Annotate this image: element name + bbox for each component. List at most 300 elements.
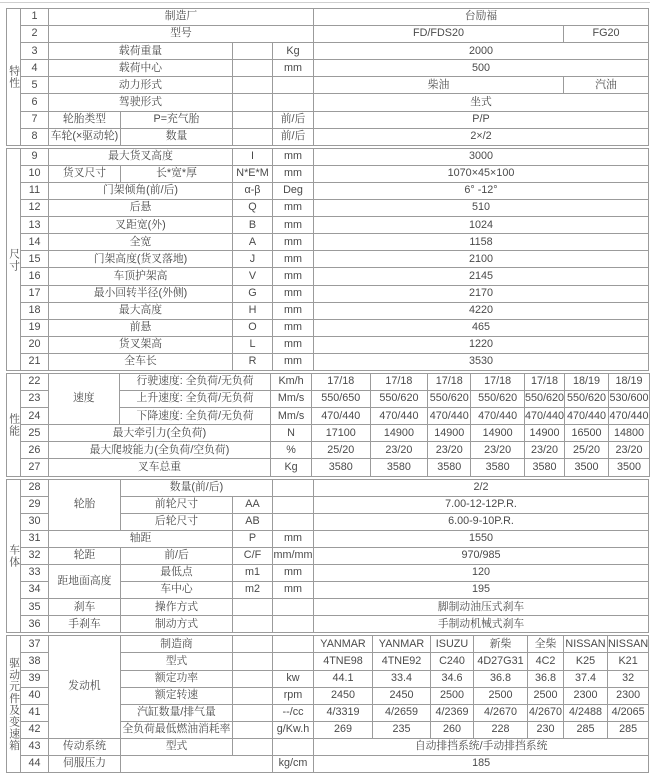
spec-cell: 动力形式 — [49, 77, 233, 94]
spec-cell: mm — [273, 165, 314, 182]
spec-cell: 距地面高度 — [49, 565, 121, 599]
spec-cell: 1158 — [314, 234, 649, 251]
spec-cell: 2×/2 — [314, 128, 649, 145]
spec-section-3 — [6, 373, 650, 477]
spec-cell: YANMAR — [373, 636, 431, 653]
table-row — [7, 165, 649, 182]
spec-cell: 轴距 — [49, 530, 233, 547]
spec-cell: 额定功率 — [121, 670, 233, 687]
row-number: 8 — [21, 128, 49, 145]
spec-cell: 2/2 — [314, 479, 649, 496]
table-row — [7, 353, 649, 370]
spec-cell: 470/440 — [524, 408, 564, 425]
spec-cell: 传动系统 — [49, 738, 121, 755]
spec-cell: 发动机 — [49, 636, 121, 739]
spec-cell: 4TNE98 — [314, 653, 373, 670]
spec-cell: 970/985 — [314, 547, 649, 564]
spec-cell: 120 — [314, 565, 649, 582]
spec-cell: 叉车总重 — [48, 459, 271, 476]
spec-cell: 4/2659 — [373, 704, 431, 721]
row-number: 37 — [21, 636, 49, 653]
spec-cell — [121, 756, 273, 773]
spec-cell: 285 — [564, 721, 608, 738]
spec-cell: 3530 — [314, 353, 649, 370]
table-row — [7, 94, 649, 111]
spec-cell: 36.8 — [528, 670, 564, 687]
spec-cell: 制动方式 — [121, 616, 233, 633]
spec-cell: K21 — [608, 653, 649, 670]
spec-cell: 3500 — [608, 459, 649, 476]
spec-cell: FD/FDS20 — [314, 26, 564, 43]
row-number: 34 — [21, 582, 49, 599]
table-row — [7, 547, 649, 564]
spec-cell: 510 — [314, 200, 649, 217]
spec-cell: 14900 — [428, 425, 471, 442]
spec-cell: 2500 — [528, 687, 564, 704]
spec-cell: 3000 — [314, 148, 649, 165]
spec-cell: 2450 — [373, 687, 431, 704]
spec-cell: 2100 — [314, 251, 649, 268]
row-number: 18 — [21, 302, 49, 319]
spec-cell: 汽油 — [564, 77, 649, 94]
spec-cell: 长*宽*厚 — [121, 165, 233, 182]
spec-cell: 4C2 — [528, 653, 564, 670]
row-number: 41 — [21, 704, 49, 721]
table-row — [7, 425, 650, 442]
row-number: 13 — [21, 217, 49, 234]
spec-cell: mm/mm — [273, 547, 314, 564]
spec-cell: 550/650 — [311, 391, 370, 408]
spec-cell: 2300 — [564, 687, 608, 704]
spec-cell: 车中心 — [121, 582, 233, 599]
spec-cell: 23/20 — [471, 442, 525, 459]
section-category-label: 特性 — [7, 9, 21, 146]
table-row — [7, 128, 649, 145]
spec-cell: mm — [273, 319, 314, 336]
spec-cell: --/cc — [273, 704, 314, 721]
spec-cell — [273, 77, 314, 94]
spec-cell: 3580 — [428, 459, 471, 476]
spec-cell: 额定转速 — [121, 687, 233, 704]
spec-cell — [273, 479, 314, 496]
row-number: 12 — [21, 200, 49, 217]
spec-cell: mm — [273, 285, 314, 302]
row-number: 43 — [21, 738, 49, 755]
table-row — [7, 26, 649, 43]
spec-cell: 轮胎类型 — [49, 111, 121, 128]
row-number: 21 — [21, 353, 49, 370]
spec-cell: 500 — [314, 60, 649, 77]
spec-cell: 坐式 — [314, 94, 649, 111]
spec-cell: 465 — [314, 319, 649, 336]
spec-cell: R — [233, 353, 273, 370]
spec-cell — [273, 653, 314, 670]
spec-cell: 载荷重量 — [49, 43, 233, 60]
spec-cell: 550/620 — [370, 391, 428, 408]
spec-cell: 4D27G31 — [474, 653, 528, 670]
spec-cell: 17/18 — [311, 373, 370, 390]
spec-cell: 4/2065 — [608, 704, 649, 721]
spec-cell: 2500 — [474, 687, 528, 704]
spec-cell: 230 — [528, 721, 564, 738]
row-number: 33 — [21, 565, 49, 582]
spec-cell: 550/620 — [565, 391, 609, 408]
spec-cell: 前/后 — [121, 547, 233, 564]
spec-cell: 23/20 — [608, 442, 649, 459]
spec-cell: 550/620 — [471, 391, 525, 408]
spec-cell: 25/20 — [311, 442, 370, 459]
spec-section-4 — [6, 479, 649, 634]
row-number: 35 — [21, 599, 49, 616]
spec-cell: 操作方式 — [121, 599, 233, 616]
spec-cell: G — [233, 285, 273, 302]
spec-cell: 185 — [314, 756, 649, 773]
spec-cell: 3580 — [311, 459, 370, 476]
row-number: 19 — [21, 319, 49, 336]
spec-cell: mm — [273, 582, 314, 599]
spec-cell: V — [233, 268, 273, 285]
spec-cell — [233, 616, 273, 633]
spec-cell: g/Kw.h — [273, 721, 314, 738]
spec-cell — [233, 111, 273, 128]
row-number: 1 — [21, 9, 49, 26]
spec-cell: I — [233, 148, 273, 165]
row-number: 32 — [21, 547, 49, 564]
spec-cell: 7.00-12-12P.R. — [314, 496, 649, 513]
spec-cell: 235 — [373, 721, 431, 738]
table-row — [7, 530, 649, 547]
section-category-label: 车体 — [7, 479, 21, 633]
table-row — [7, 182, 649, 199]
row-number: 4 — [21, 60, 49, 77]
table-row — [7, 200, 649, 217]
spec-cell — [273, 616, 314, 633]
section-category-label: 尺寸 — [7, 148, 21, 370]
spec-cell: 前/后 — [273, 111, 314, 128]
spec-cell — [273, 513, 314, 530]
spec-cell: Deg — [273, 182, 314, 199]
spec-cell: P=充气胎 — [121, 111, 233, 128]
table-row — [7, 268, 649, 285]
spec-cell — [233, 721, 273, 738]
spec-cell: 2145 — [314, 268, 649, 285]
spec-cell: 6° -12° — [314, 182, 649, 199]
row-number: 10 — [21, 165, 49, 182]
table-row — [7, 442, 650, 459]
spec-cell: 14900 — [471, 425, 525, 442]
spec-cell — [273, 599, 314, 616]
spec-cell: 全车长 — [49, 353, 233, 370]
spec-cell: m1 — [233, 565, 273, 582]
spec-cell: 门架倾角(前/后) — [49, 182, 233, 199]
spec-cell: 18/19 — [608, 373, 649, 390]
spec-cell: AA — [233, 496, 273, 513]
spec-cell: 叉距宽(外) — [49, 217, 233, 234]
spec-cell: 手制动机械式刹车 — [314, 616, 649, 633]
spec-cell: C240 — [431, 653, 474, 670]
spec-cell: 最低点 — [121, 565, 233, 582]
spec-cell: mm — [273, 217, 314, 234]
spec-cell — [233, 599, 273, 616]
spec-cell: 2000 — [314, 43, 649, 60]
spec-cell: 自动排挡系统/手动排挡系统 — [314, 738, 649, 755]
row-number: 25 — [20, 425, 48, 442]
spec-cell: P — [233, 530, 273, 547]
forklift-spec-table — [6, 8, 650, 775]
row-number: 24 — [20, 408, 48, 425]
spec-cell: H — [233, 302, 273, 319]
spec-cell: mm — [273, 251, 314, 268]
spec-cell: FG20 — [564, 26, 649, 43]
row-number: 23 — [20, 391, 48, 408]
spec-cell: 前/后 — [273, 128, 314, 145]
spec-cell: 制造厂 — [49, 9, 314, 26]
spec-cell: 最大牵引力(全负荷) — [48, 425, 271, 442]
spec-cell: Mm/s — [271, 391, 312, 408]
row-number: 39 — [21, 670, 49, 687]
spec-cell: 门架高度(货叉落地) — [49, 251, 233, 268]
spec-cell: NISSAN — [564, 636, 608, 653]
spec-cell: 汽缸数量/排气量 — [121, 704, 233, 721]
spec-cell: NISSAN — [608, 636, 649, 653]
row-number: 14 — [21, 234, 49, 251]
spec-cell: Kg — [271, 459, 312, 476]
spec-cell: 470/440 — [565, 408, 609, 425]
spec-cell: 17/18 — [428, 373, 471, 390]
table-row — [7, 336, 649, 353]
table-row — [7, 565, 649, 582]
spec-cell: L — [233, 336, 273, 353]
spec-cell: 195 — [314, 582, 649, 599]
spec-cell: 2170 — [314, 285, 649, 302]
spec-cell: 货叉尺寸 — [49, 165, 121, 182]
spec-cell: m2 — [233, 582, 273, 599]
table-row — [7, 43, 649, 60]
table-row — [7, 217, 649, 234]
spec-cell: 44.1 — [314, 670, 373, 687]
spec-cell: mm — [273, 353, 314, 370]
spec-cell: 最小回转半径(外侧) — [49, 285, 233, 302]
spec-cell: P/P — [314, 111, 649, 128]
spec-cell: 470/440 — [471, 408, 525, 425]
table-row — [7, 599, 649, 616]
spec-cell: 3580 — [524, 459, 564, 476]
spec-cell: 470/440 — [608, 408, 649, 425]
spec-cell: 制造商 — [121, 636, 233, 653]
spec-cell: 3580 — [370, 459, 428, 476]
spec-cell: 36.8 — [474, 670, 528, 687]
spec-cell: 14900 — [524, 425, 564, 442]
spec-cell: 14800 — [608, 425, 649, 442]
spec-cell — [233, 60, 273, 77]
spec-cell: 刹车 — [49, 599, 121, 616]
spec-cell — [273, 94, 314, 111]
row-number: 28 — [21, 479, 49, 496]
spec-cell: 全负荷最低燃油消耗率 — [121, 721, 233, 738]
spec-cell: 轮胎 — [49, 479, 121, 530]
spec-cell: 37.4 — [564, 670, 608, 687]
spec-cell: 470/440 — [428, 408, 471, 425]
spec-cell: Kg — [273, 43, 314, 60]
row-number: 30 — [21, 513, 49, 530]
spec-cell: Q — [233, 200, 273, 217]
spec-cell: mm — [273, 200, 314, 217]
table-row — [7, 234, 649, 251]
spec-cell: 行驶速度: 全负荷/无负荷 — [119, 373, 270, 390]
spec-cell: 脚制动油压式刹车 — [314, 599, 649, 616]
table-row — [7, 9, 649, 26]
spec-cell: 车轮(×驱动轮) — [49, 128, 121, 145]
spec-cell: % — [271, 442, 312, 459]
spec-cell: 1070×45×100 — [314, 165, 649, 182]
spec-cell: 17100 — [311, 425, 370, 442]
spec-cell: 1220 — [314, 336, 649, 353]
row-number: 22 — [20, 373, 48, 390]
spec-cell: 前悬 — [49, 319, 233, 336]
row-number: 31 — [21, 530, 49, 547]
spec-cell — [233, 77, 273, 94]
spec-cell: 6.00-9-10P.R. — [314, 513, 649, 530]
spec-cell: N*E*M — [233, 165, 273, 182]
spec-cell: 4/2369 — [431, 704, 474, 721]
spec-cell: J — [233, 251, 273, 268]
spec-cell: mm — [273, 148, 314, 165]
row-number: 5 — [21, 77, 49, 94]
spec-cell: 260 — [431, 721, 474, 738]
table-row — [7, 148, 649, 165]
spec-cell: 手刹车 — [49, 616, 121, 633]
row-number: 2 — [21, 26, 49, 43]
spec-cell: 台励福 — [314, 9, 649, 26]
spec-cell: mm — [273, 60, 314, 77]
row-number: 9 — [21, 148, 49, 165]
table-row — [7, 251, 649, 268]
spec-cell: 23/20 — [524, 442, 564, 459]
spec-section-1 — [6, 8, 649, 146]
spec-cell: 470/440 — [370, 408, 428, 425]
spec-cell: 后悬 — [49, 200, 233, 217]
spec-cell — [233, 128, 273, 145]
spec-cell: K25 — [564, 653, 608, 670]
spec-cell: 23/20 — [428, 442, 471, 459]
spec-cell: 25/20 — [565, 442, 609, 459]
spec-cell: 17/18 — [471, 373, 525, 390]
spec-cell: 530/600 — [608, 391, 649, 408]
spec-cell: 最大爬坡能力(全负荷/空负荷) — [48, 442, 271, 459]
spec-cell: 货叉架高 — [49, 336, 233, 353]
spec-cell: 4220 — [314, 302, 649, 319]
spec-cell: 285 — [608, 721, 649, 738]
spec-cell: 全宽 — [49, 234, 233, 251]
spec-cell: 上升速度: 全负荷/无负荷 — [119, 391, 270, 408]
spec-cell: 34.6 — [431, 670, 474, 687]
row-number: 7 — [21, 111, 49, 128]
spec-cell: 4/2670 — [528, 704, 564, 721]
row-number: 40 — [21, 687, 49, 704]
page-top-rule — [0, 2, 650, 3]
spec-cell: YANMAR — [314, 636, 373, 653]
spec-cell: 最大货叉高度 — [49, 148, 233, 165]
spec-cell — [233, 670, 273, 687]
table-row — [7, 319, 649, 336]
row-number: 11 — [21, 182, 49, 199]
spec-cell: 型式 — [121, 738, 233, 755]
spec-cell: α-β — [233, 182, 273, 199]
section-category-label: 性能 — [7, 373, 21, 476]
spec-cell — [233, 738, 273, 755]
spec-cell: N — [271, 425, 312, 442]
spec-cell: 4/2670 — [474, 704, 528, 721]
spec-cell: 4/2488 — [564, 704, 608, 721]
row-number: 20 — [21, 336, 49, 353]
spec-cell: 2300 — [608, 687, 649, 704]
table-row — [7, 459, 650, 476]
row-number: 36 — [21, 616, 49, 633]
spec-cell: kw — [273, 670, 314, 687]
spec-cell — [233, 43, 273, 60]
row-number: 17 — [21, 285, 49, 302]
spec-cell: mm — [273, 530, 314, 547]
spec-cell: 4TNE92 — [373, 653, 431, 670]
row-number: 26 — [20, 442, 48, 459]
spec-cell — [233, 687, 273, 704]
row-number: 3 — [21, 43, 49, 60]
spec-cell: 2500 — [431, 687, 474, 704]
spec-cell: B — [233, 217, 273, 234]
spec-cell: C/F — [233, 547, 273, 564]
spec-cell: mm — [273, 302, 314, 319]
spec-cell: 32 — [608, 670, 649, 687]
table-row — [7, 479, 649, 496]
spec-cell: Mm/s — [271, 408, 312, 425]
spec-cell: mm — [273, 565, 314, 582]
spec-cell: 后轮尺寸 — [121, 513, 233, 530]
spec-cell: 1024 — [314, 217, 649, 234]
spec-cell — [233, 636, 273, 653]
spec-cell: mm — [273, 268, 314, 285]
spec-cell — [233, 653, 273, 670]
spec-cell: A — [233, 234, 273, 251]
spec-cell: 新柴 — [474, 636, 528, 653]
spec-cell: 最大高度 — [49, 302, 233, 319]
spec-cell: 3500 — [565, 459, 609, 476]
spec-cell: 驾驶形式 — [49, 94, 233, 111]
spec-cell: 33.4 — [373, 670, 431, 687]
spec-cell — [233, 94, 273, 111]
spec-cell: 17/18 — [524, 373, 564, 390]
spec-section-2 — [6, 148, 649, 371]
spec-cell: 23/20 — [370, 442, 428, 459]
spec-cell: 3580 — [471, 459, 525, 476]
table-row — [7, 738, 649, 755]
table-row — [7, 302, 649, 319]
spec-cell: Km/h — [271, 373, 312, 390]
table-row — [7, 756, 649, 773]
spec-cell — [273, 636, 314, 653]
spec-cell: 269 — [314, 721, 373, 738]
spec-cell: 470/440 — [311, 408, 370, 425]
spec-cell: 全柴 — [528, 636, 564, 653]
table-row — [7, 285, 649, 302]
row-number: 6 — [21, 94, 49, 111]
row-number: 16 — [21, 268, 49, 285]
spec-cell: 4/3319 — [314, 704, 373, 721]
spec-cell: 柴油 — [314, 77, 564, 94]
spec-cell: 前轮尺寸 — [121, 496, 233, 513]
spec-cell: 228 — [474, 721, 528, 738]
spec-cell: 14900 — [370, 425, 428, 442]
spec-cell: 数量 — [121, 128, 233, 145]
